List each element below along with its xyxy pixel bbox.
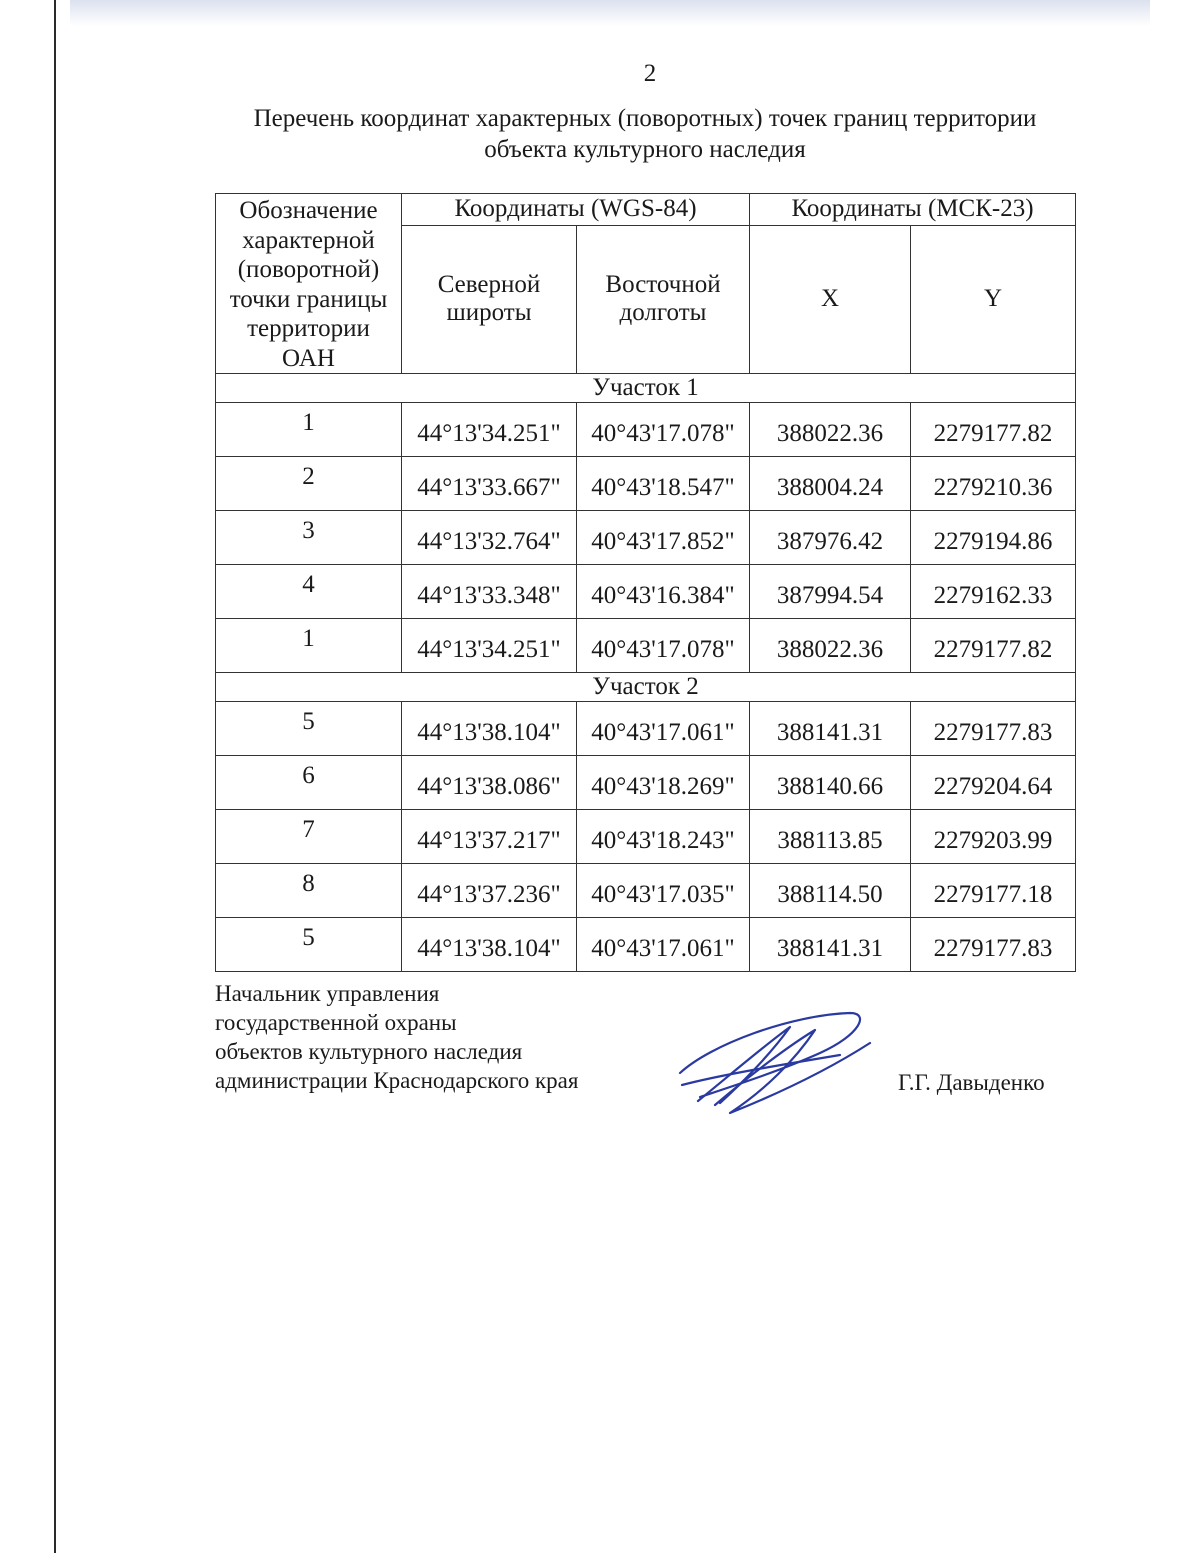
table-header-row-1 — [216, 194, 1076, 226]
document-title — [200, 103, 1090, 165]
latitude-cell: 44°13'37.217" — [402, 810, 577, 864]
signatory-position-line: государственной охраны — [215, 1010, 457, 1035]
point-cell: 1 — [216, 403, 402, 457]
latitude-cell: 44°13'34.251" — [402, 619, 577, 673]
table-row — [216, 864, 1076, 918]
document-title-line-1: Перечень координат характерных (поворотных) точек границ территории — [253, 105, 1037, 132]
page-number: 2 — [643, 60, 657, 87]
x-cell: 388022.36 — [750, 619, 911, 673]
header-latitude-line: широты — [446, 299, 532, 327]
latitude-cell: 44°13'38.104" — [402, 702, 577, 756]
header-latitude-line: Северной — [437, 271, 541, 299]
longitude-cell: 40°43'18.243" — [577, 810, 750, 864]
y-cell: 2279177.82 — [911, 403, 1076, 457]
point-cell: 5 — [216, 918, 402, 972]
point-cell: 3 — [216, 511, 402, 565]
x-cell: 388140.66 — [750, 756, 911, 810]
section-row — [216, 374, 1076, 403]
header-longitude — [577, 225, 750, 373]
x-cell: 388141.31 — [750, 918, 911, 972]
y-cell: 2279177.83 — [911, 702, 1076, 756]
x-cell: 387976.42 — [750, 511, 911, 565]
x-cell: 388022.36 — [750, 403, 911, 457]
x-cell: 388004.24 — [750, 457, 911, 511]
header-point-line: точки границы — [229, 285, 388, 313]
y-cell: 2279194.86 — [911, 511, 1076, 565]
x-cell: 387994.54 — [750, 565, 911, 619]
header-wgs84: Координаты (WGS-84) — [402, 194, 750, 226]
document-title-line-2: объекта культурного наследия — [484, 136, 806, 163]
longitude-cell: 40°43'17.035" — [577, 864, 750, 918]
header-point-line: (поворотной) — [237, 256, 380, 283]
x-cell: 388114.50 — [750, 864, 911, 918]
header-y: Y — [911, 225, 1076, 373]
signatory-position-line: Начальник управления — [215, 981, 440, 1006]
x-cell: 388141.31 — [750, 702, 911, 756]
header-longitude-line: Восточной — [605, 271, 721, 299]
latitude-cell: 44°13'33.348" — [402, 565, 577, 619]
table-row — [216, 403, 1076, 457]
y-cell: 2279177.82 — [911, 619, 1076, 673]
x-cell: 388113.85 — [750, 810, 911, 864]
latitude-cell: 44°13'34.251" — [402, 403, 577, 457]
y-cell: 2279177.18 — [911, 864, 1076, 918]
header-point-line: ОАН — [282, 344, 335, 372]
table-row — [216, 756, 1076, 810]
scan-top-bleed — [70, 0, 1150, 26]
section-title: Участок 2 — [216, 673, 1076, 702]
longitude-cell: 40°43'17.852" — [577, 511, 750, 565]
signatory-position-line: объектов культурного наследия — [215, 1039, 523, 1064]
y-cell: 2279204.64 — [911, 756, 1076, 810]
latitude-cell: 44°13'38.104" — [402, 918, 577, 972]
longitude-cell: 40°43'17.061" — [577, 918, 750, 972]
table-row — [216, 565, 1076, 619]
latitude-cell: 44°13'37.236" — [402, 864, 577, 918]
handwritten-signature — [670, 1005, 880, 1125]
point-cell: 2 — [216, 457, 402, 511]
longitude-cell: 40°43'18.547" — [577, 457, 750, 511]
signatory-position — [215, 979, 578, 1095]
point-cell: 5 — [216, 702, 402, 756]
point-cell: 6 — [216, 756, 402, 810]
header-latitude — [402, 225, 577, 373]
header-point-designation — [216, 194, 402, 374]
point-cell: 1 — [216, 619, 402, 673]
y-cell: 2279203.99 — [911, 810, 1076, 864]
signatory-position-line: администрации Краснодарского края — [215, 1068, 579, 1093]
scan-left-edge — [54, 0, 56, 1553]
signatory-name: Г.Г. Давыденко — [898, 1070, 1045, 1095]
latitude-cell: 44°13'38.086" — [402, 756, 577, 810]
table-row — [216, 702, 1076, 756]
y-cell: 2279162.33 — [911, 565, 1076, 619]
table-row — [216, 619, 1076, 673]
section-title: Участок 1 — [216, 374, 1076, 403]
longitude-cell: 40°43'18.269" — [577, 756, 750, 810]
point-cell: 7 — [216, 810, 402, 864]
table-row — [216, 810, 1076, 864]
table-row — [216, 457, 1076, 511]
header-longitude-line: долготы — [619, 299, 707, 327]
longitude-cell: 40°43'17.078" — [577, 619, 750, 673]
header-x: X — [750, 225, 911, 373]
point-cell: 8 — [216, 864, 402, 918]
latitude-cell: 44°13'33.667" — [402, 457, 577, 511]
table-row — [216, 918, 1076, 972]
longitude-cell: 40°43'17.078" — [577, 403, 750, 457]
point-cell: 4 — [216, 565, 402, 619]
header-msk23: Координаты (МСК-23) — [750, 194, 1076, 226]
header-point-line: Обозначение — [239, 197, 378, 224]
y-cell: 2279210.36 — [911, 457, 1076, 511]
latitude-cell: 44°13'32.764" — [402, 511, 577, 565]
y-cell: 2279177.83 — [911, 918, 1076, 972]
coordinates-table — [215, 193, 1076, 972]
header-point-line: территории — [247, 315, 370, 342]
table-row — [216, 511, 1076, 565]
section-row — [216, 673, 1076, 702]
header-point-line: характерной — [242, 226, 375, 254]
longitude-cell: 40°43'16.384" — [577, 565, 750, 619]
longitude-cell: 40°43'17.061" — [577, 702, 750, 756]
